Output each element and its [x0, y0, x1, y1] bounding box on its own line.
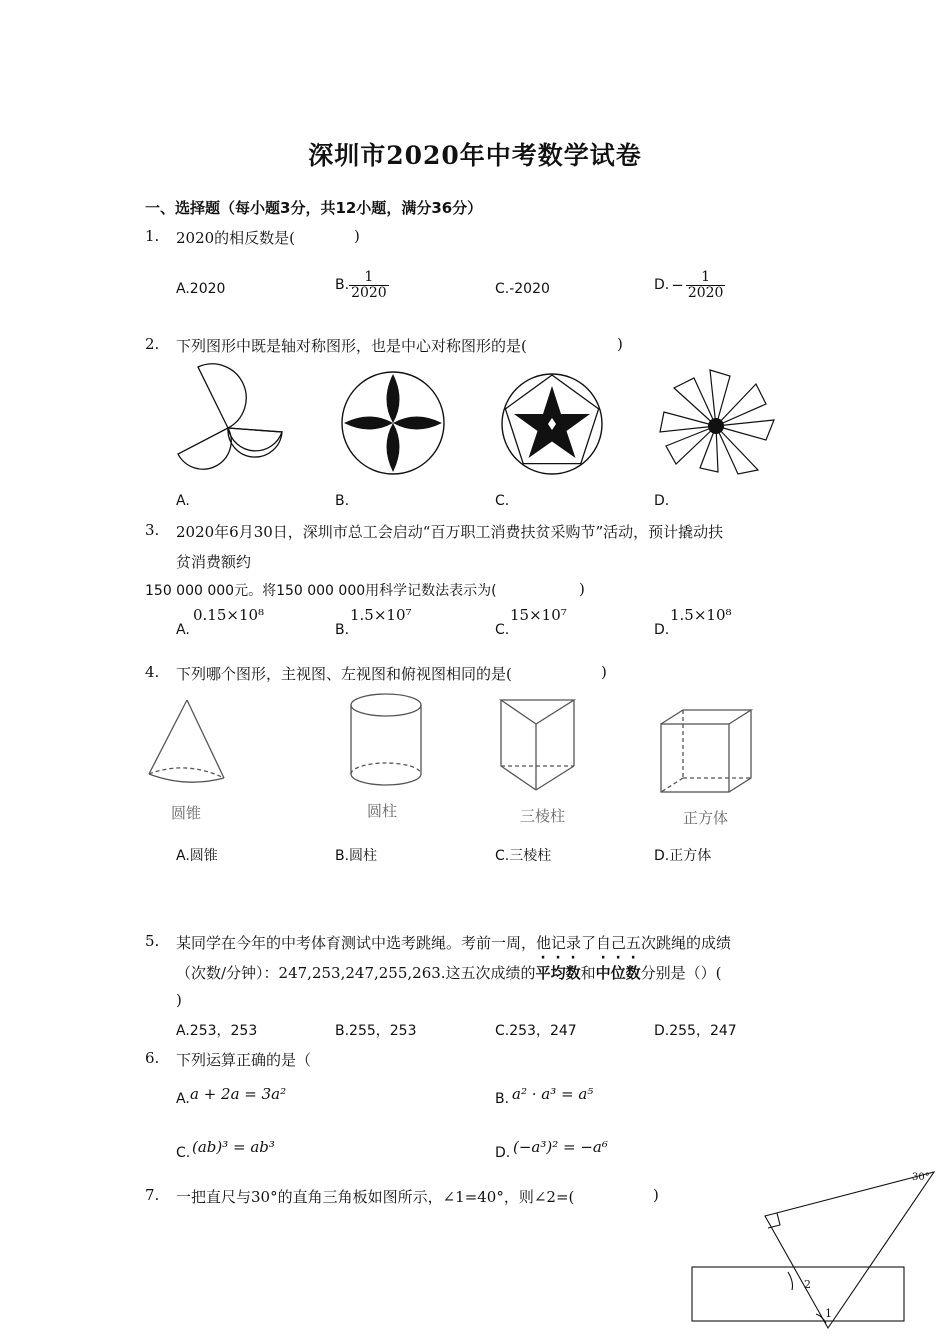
- angle-label-30: 30°: [912, 1172, 930, 1183]
- emphasis-char: 数: [625, 964, 641, 982]
- page-title: 深圳市2020年中考数学试卷: [308, 141, 642, 170]
- option-d-value: 1.5×10⁸: [670, 606, 732, 624]
- option-a: A.2020: [176, 281, 226, 297]
- question-number: 3.: [145, 521, 160, 539]
- fraction-numerator: 1: [364, 269, 374, 285]
- option-c: C.: [495, 493, 510, 509]
- option-b-value: a² · a³ = a⁵: [512, 1085, 594, 1103]
- option-b-label: B.: [495, 1091, 510, 1107]
- question-close-paren: ): [653, 1186, 659, 1204]
- option-c: C.253，247: [495, 1023, 577, 1039]
- fraction-denominator: 2020: [351, 284, 387, 301]
- option-a: A.253，253: [176, 1023, 258, 1039]
- option-b-value: 1.5×10⁷: [350, 606, 412, 624]
- question-close-paren: ): [617, 335, 623, 353]
- minus-sign: −: [671, 276, 684, 295]
- figure-label: 圆锥: [171, 804, 202, 822]
- fraction: [349, 270, 389, 300]
- text-segment: 和: [580, 964, 596, 982]
- figure-label: 三棱柱: [520, 807, 566, 825]
- question-text: 一把直尺与30°的直角三角板如图所示，∠1=40°，则∠2=(: [176, 1188, 575, 1206]
- figure-cone: [146, 698, 228, 788]
- option-d: D.正方体: [654, 848, 712, 864]
- figure-label: 圆柱: [367, 802, 398, 820]
- figure-triangular-prism: [498, 696, 576, 796]
- option-label: B.: [335, 277, 350, 294]
- option-a: A.圆锥: [176, 848, 218, 864]
- question-number: 7.: [145, 1186, 160, 1204]
- figure-label: 正方体: [683, 809, 729, 827]
- figure-eight-vanes: [658, 368, 776, 474]
- option-d: D.255，247: [654, 1023, 737, 1039]
- question-close-paren: ): [354, 227, 360, 245]
- emphasis-char: 位: [610, 964, 626, 982]
- option-d: [654, 270, 725, 300]
- figure-cylinder: [348, 692, 424, 792]
- option-a-label: A.: [176, 622, 190, 638]
- option-b: B.255，253: [335, 1023, 417, 1039]
- option-b: B.: [335, 493, 350, 509]
- option-b: B.圆柱: [335, 848, 378, 864]
- option-b-label: B.: [335, 622, 350, 638]
- angle-label-2: 2: [804, 1278, 811, 1291]
- option-a-value: 0.15×10⁸: [193, 606, 265, 624]
- question-text: 2020的相反数是(: [176, 229, 296, 247]
- option-c-value: (ab)³ = ab³: [192, 1138, 275, 1156]
- option-a-value: a + 2a = 3a²: [190, 1085, 287, 1103]
- figure-ruler-triangle: [688, 1168, 948, 1328]
- question-text-line-1: 某同学在今年的中考体育测试中选考跳绳。考前一周，他记录了自己五次跳绳的成绩: [176, 934, 732, 952]
- question-close-paren: ): [601, 663, 607, 681]
- option-a-label: A.: [176, 1091, 190, 1107]
- question-number: 4.: [145, 663, 160, 681]
- figure-petal-circle: [340, 370, 446, 476]
- text-segment: 分别是（）(: [640, 964, 722, 982]
- question-text: 下列哪个图形，主视图、左视图和俯视图相同的是(: [176, 665, 512, 683]
- question-text-line-3: 150 000 000元。将150 000 000用科学记数法表示为(: [145, 583, 497, 599]
- question-close-paren: ): [579, 580, 585, 598]
- question-text-line-1: 2020年6月30日，深圳市总工会启动“百万职工消费扶贫采购节”活动，预计撬动扶: [176, 523, 724, 541]
- fraction-denominator: 2020: [687, 284, 724, 301]
- question-text-line-2: 贫消费额约: [176, 553, 252, 571]
- emphasis-char: 平: [535, 964, 551, 982]
- question-text-line-3: ): [176, 991, 182, 1009]
- question-number: 2.: [145, 335, 160, 353]
- emphasis-char: 中: [595, 964, 611, 982]
- section-heading-choice: 一、选择题（每小题3分，共12小题，满分36分）: [145, 199, 483, 217]
- option-c: C.-2020: [495, 281, 550, 297]
- option-c: C.三棱柱: [495, 848, 552, 864]
- figure-cube: [658, 708, 754, 798]
- text-segment: （次数/分钟）：247,253,247,255,263.这五次成绩的: [176, 964, 536, 982]
- option-d-value: (−a³)² = −a⁶: [513, 1138, 608, 1156]
- emphasis-char: 均: [550, 964, 566, 982]
- option-b: [335, 270, 389, 300]
- option-d-label: D.: [495, 1145, 511, 1161]
- figure-pinwheel: [170, 362, 290, 477]
- question-number: 1.: [145, 227, 160, 245]
- option-c-value: 15×10⁷: [510, 606, 567, 624]
- fraction: [686, 270, 726, 300]
- fraction-numerator: 1: [701, 269, 711, 285]
- angle-label-1: 1: [825, 1307, 832, 1320]
- option-d-label: D.: [654, 622, 670, 638]
- option-c-label: C.: [176, 1145, 191, 1161]
- question-number: 6.: [145, 1049, 160, 1067]
- option-label: D.: [654, 277, 670, 294]
- option-a: A.: [176, 493, 190, 509]
- figure-pentagon-star: [500, 372, 604, 476]
- option-c-label: C.: [495, 622, 510, 638]
- question-text: 下列图形中既是轴对称图形，也是中心对称图形的是(: [176, 337, 527, 355]
- option-d: D.: [654, 493, 670, 509]
- question-number: 5.: [145, 932, 160, 950]
- question-text-line-2: [176, 962, 722, 983]
- question-text: 下列运算正确的是（: [176, 1051, 312, 1069]
- emphasis-char: 数: [565, 964, 581, 982]
